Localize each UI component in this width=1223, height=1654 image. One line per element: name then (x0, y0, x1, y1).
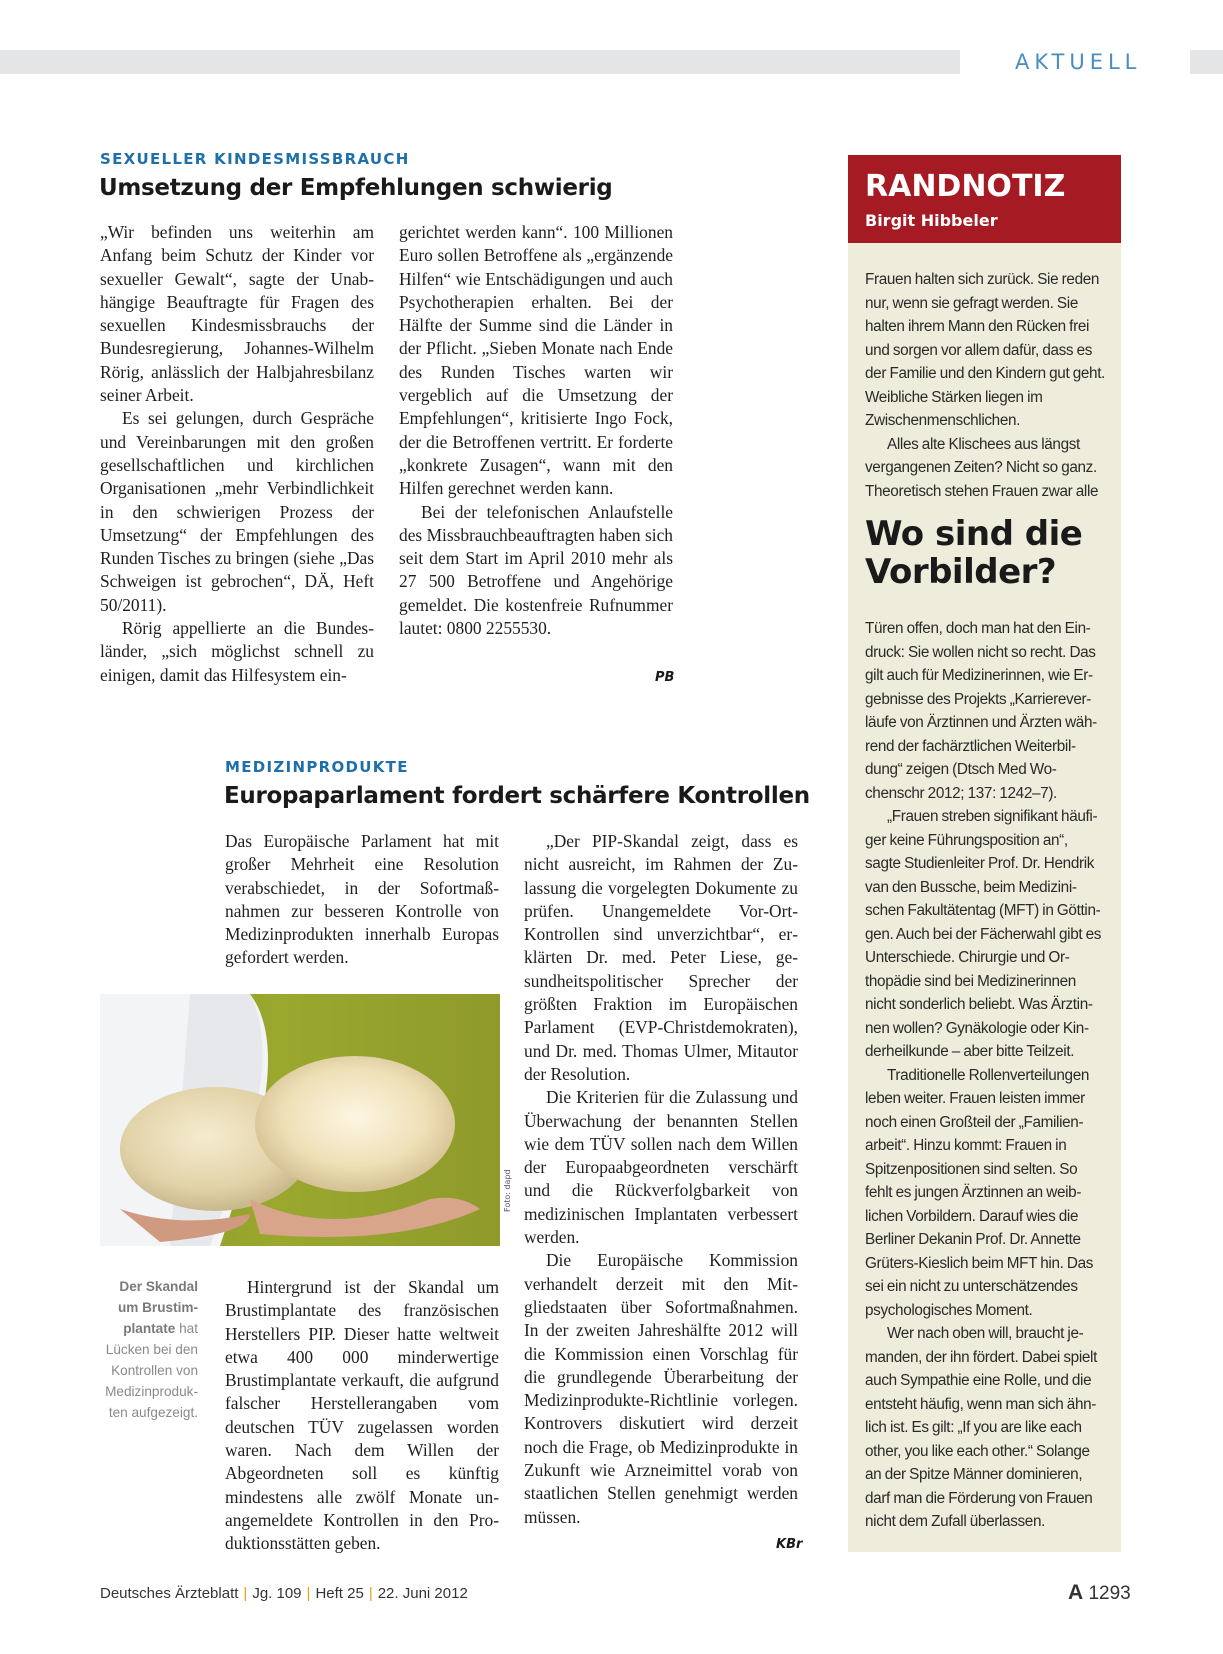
page-number (1068, 1581, 1131, 1605)
randnotiz-label: RANDNOTIZ (865, 169, 1066, 204)
randnotiz-paragraph: Wer nach oben will, braucht jemanden, der ihn fördert. Dabei spielt auch Sympathie eine Rolle, und die entsteht häufig, wenn man sich ähnlich ist. Es gilt: „If you are like each other, you like each other.“ Solange an der Spitze Männer dominieren, darf man die Förderung von Frauen nicht dem Zufall überlassen. (865, 1325, 1097, 1530)
article1-col2-paragraph: gerichtet werden kann“. 100 Millionen Euro sollen Betroffene als „ergänzende Hilfen“ wie Entschädigungen und auch Psychotherapien erhalten. Bei der Hälfte der Summe sind die Länder in der Pflicht. „Sieben Monate nach Ende des Runden Tisches warten wir vergeblich auf die Umsetzung der Empfehlungen“, kritisierte Ingo Fock, der die Betroffenen vertritt. Er forderte „konkrete Zusagen“, wann mit den Hilfen gerechnet werden kann. (399, 222, 673, 499)
randnotiz-header (848, 155, 1121, 243)
article2-col2-paragraph: „Der PIP-Skandal zeigt, dass es nicht ausreicht, im Rahmen der Zulassung die vorgelegten Dokumente zu prüfen. Unangemeldete Vor-Ort-Kontrollen sind unverzichtbar“, erklärten Dr. med. Peter Liese, gesundheitspolitischer Sprecher der größten Fraktion im Europäischen Parlament (EVP-Christdemokraten), und Dr. med. Thomas Ulmer, Mitautor der Resolution. (524, 831, 798, 1084)
article1-signature: PB (655, 670, 675, 685)
article1-col2-paragraph: Bei der telefonischen Anlaufstelle des Missbrauchbeauftragten haben sich seit dem Start im April 2010 mehr als 27 500 Betroffene und Angehörige gemeldet. Die kostenfreie Rufnummer lautet: 0800 2255530. (399, 501, 673, 639)
footer-citation (100, 1585, 468, 1602)
randnotiz-heading: Wo sind die Vorbilder? (865, 514, 1083, 592)
breast-implant-photo (100, 994, 500, 1246)
footer-separator: | (243, 1585, 248, 1602)
section-label: AKTUELL (960, 48, 1190, 76)
randnotiz-paragraph: Traditionelle Rollenverteilungen leben weiter. Frauen leisten immer noch einen Großteil der „Familienarbeit“. Hinzu kommt: Frauen in Spitzenpositionen sind selten. So fehlt es jungen Ärztinnen an weiblichen Vorbildern. Darauf wies die Berliner Dekanin Prof. Dr. Annette Grüters-Kieslich beim MFT hin. Das sei ein nicht zu unterschätzendes psychologisches Moment. (865, 1066, 1094, 1319)
article1-col1-paragraph: Es sei gelungen, durch Gespräche und Vereinbarungen mit den großen gesellschaftlichen und kirchlichen Organisationen „mehr Verbindlichkeit in den schwierigen Prozess der Umsetzung“ der Empfehlungen des Runden Tisches zu bringen (siehe „Das Schweigen ist gebrochen“, DÄ, Heft 50/2011). (100, 408, 374, 615)
article2-title: Europaparlament fordert schärfere Kontrollen (224, 783, 810, 809)
randnotiz-paragraph: Türen offen, doch man hat den Eindruck: Sie wollen nicht so recht. Das gilt auch für Medizinerinnen, wie Ergebnisse des Projekts „Karriereverläufe von Ärztinnen und Ärzten während der fachärztlichen Weiterbildung“ zeigen (Dtsch Med Wochenschr 2012; 137: 1242–7). (865, 620, 1098, 802)
article2-column-2 (524, 830, 798, 1529)
article2-signature: KBr (776, 1537, 803, 1552)
footer-volume: Jg. 109 (252, 1585, 302, 1602)
footer-separator: | (368, 1585, 373, 1602)
photo-credit: Foto: dapd (503, 1169, 512, 1212)
breast-implant-illustration (100, 994, 500, 1246)
article2-col2-paragraph: Die Kriterien für die Zulassung und Überwachung der benannten Stellen wie dem TÜV sollen nach dem Willen der Europaabgeordneten verschärft und die Rückverfolgbarkeit von medizinischen Implantaten verbessert werden. (524, 1087, 798, 1248)
photo-caption-text: hat Lücken bei den Kontrollen von Medizinprodukten aufgezeigt. (105, 1321, 198, 1420)
article2-col2-paragraph: Die Europäische Kommission verhandelt derzeit mit den Mitgliedstaaten über Sofortmaßnahmen. In der zweiten Jahreshälfte 2012 will die Kommission einen Vorschlag für die grundlegende Überarbeitung der Medizinprodukte-Richtlinie vorlegen. Kontrovers diskutiert wird derzeit noch die Frage, ob Medizinprodukte in Zukunft wie Arzneimittel vorab von staatlichen Stellen genehmigt werden müssen. (524, 1250, 798, 1527)
article1-column-2 (399, 221, 673, 640)
article1-title: Umsetzung der Empfehlungen schwierig (99, 175, 613, 201)
photo-caption-bold: Der Skandal um Brustimplantate (117, 1279, 198, 1336)
randnotiz-intro (865, 268, 1105, 503)
randnotiz-paragraph: „Frauen streben signifikant häufiger keine Führungsposition an“, sagte Studienleiter Prof. Dr. Hendrik van den Bussche, beim Medizinischen Fakultätentag (MFT) in Göttingen. Auch bei der Fächerwahl gibt es Unterschiede. Chirurgie und Orthopädie sind bei Medizinerinnen nicht sonderlich beliebt. Was Ärztinnen wollen? Gynäkologie oder Kinderheilkunde – aber bitte Teilzeit. (865, 808, 1102, 1060)
footer-issue: Heft 25 (315, 1585, 364, 1602)
article2-intro (225, 830, 499, 970)
footer-separator: | (306, 1585, 311, 1602)
footer-date: 22. Juni 2012 (377, 1585, 468, 1602)
photo-caption (98, 1276, 198, 1423)
article2-kicker: MEDIZINPRODUKTE (225, 758, 409, 776)
randnotiz-paragraph: Frauen halten sich zurück. Sie reden nur, wenn sie gefragt werden. Sie halten ihrem Mann den Rücken frei und sorgen vor allem dafür, dass es der Familie und den Kindern gut geht. Weibliche Stärken liegen im Zwischenmenschlichen. (865, 271, 1106, 429)
randnotiz-paragraph: Alles alte Klischees aus längst vergangenen Zeiten? Nicht so ganz. Theoretisch stehen Frauen zwar alle (865, 435, 1099, 500)
randnotiz-author: Birgit Hibbeler (865, 211, 998, 230)
article2-column-1 (225, 1276, 499, 1556)
article1-col1-paragraph: Rörig appellierte an die Bundesländer, „sich möglichst schnell zu einigen, damit das Hilfesystem ein- (100, 618, 374, 685)
page-number-value: 1293 (1088, 1583, 1131, 1604)
article2-col1-paragraph: Hintergrund ist der Skandal um Brustimplantate des französischen Herstellers PIP. Dieser hatte weltweit etwa 400 000 minderwertige Brustimplantate verkauft, die aufgrund falscher Herstellerangaben vom deutschen TÜV zugelassen worden waren. Nach dem Willen der Abgeordneten soll es künftig mindestens alle zwölf Monate unangemeldete Kontrollen in den Produktionsstätten geben. (225, 1277, 499, 1554)
article1-kicker: SEXUELLER KINDESMISSBRAUCH (100, 150, 410, 168)
page-letter: A (1068, 1581, 1084, 1604)
footer-journal: Deutsches Ärzteblatt (100, 1585, 239, 1602)
article1-column-1 (100, 221, 374, 687)
article1-col1-paragraph: „Wir befinden uns weiterhin am Anfang beim Schutz der Kinder vor sexueller Gewalt“, sagte der Unabhängige Beauftragte für Fragen des sexuellen Kindesmissbrauchs der Bundesregierung, Johannes-Wilhelm Rörig, anlässlich der Halbjahresbilanz seiner Arbeit. (100, 222, 374, 406)
article2-intro-paragraph: Das Europäische Parlament hat mit großer Mehrheit eine Resolution verabschiedet, in der Sofortmaßnahmen zur besseren Kontrolle von Medizinprodukten innerhalb Europas gefordert werden. (225, 831, 499, 968)
randnotiz-body (865, 617, 1105, 1534)
